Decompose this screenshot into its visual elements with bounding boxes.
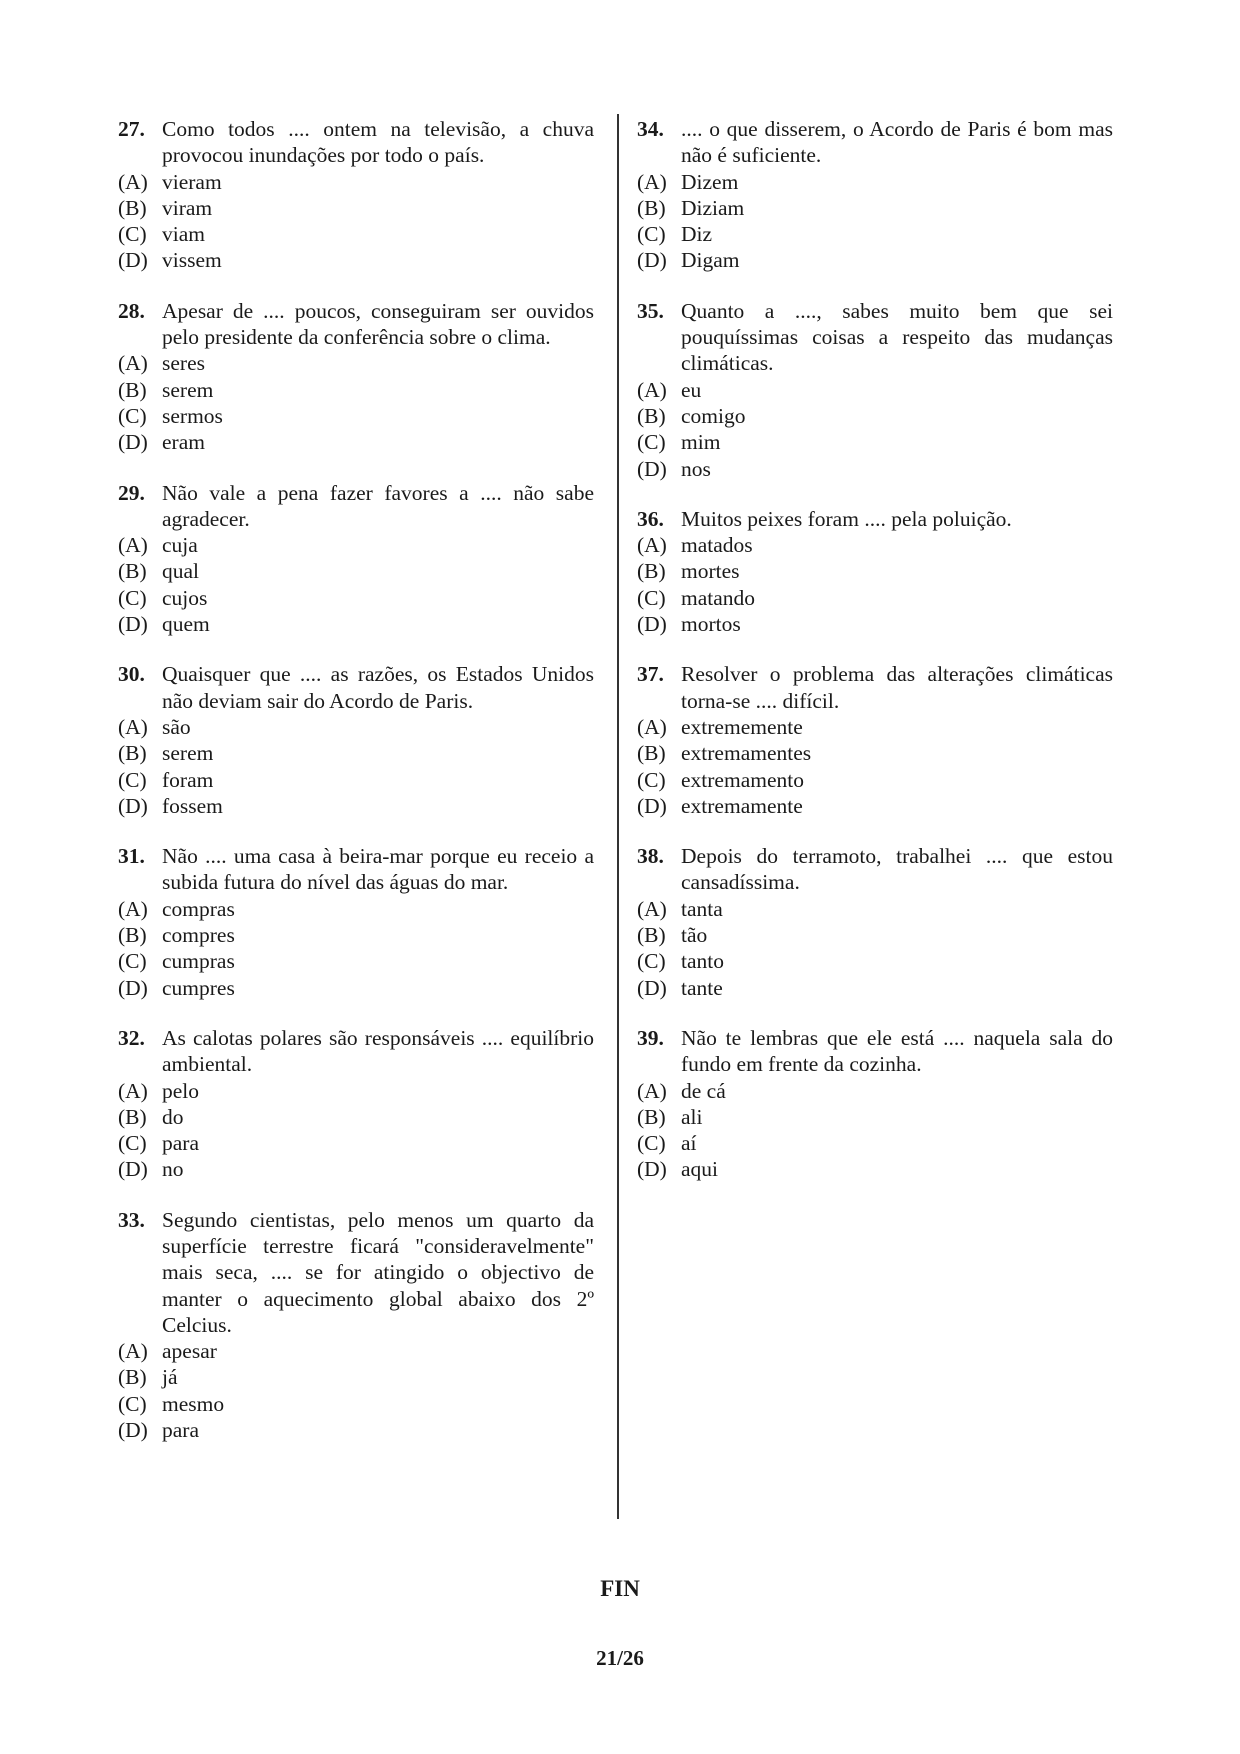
answer-option <box>637 558 1113 584</box>
answer-option <box>118 767 594 793</box>
option-text: cujos <box>162 585 208 610</box>
option-label: (D) <box>118 793 148 818</box>
end-marker: FIN <box>600 1576 640 1601</box>
option-label: (D) <box>118 430 148 455</box>
answer-option <box>118 1156 594 1182</box>
option-text: qual <box>162 559 200 584</box>
option-label: (C) <box>637 767 666 792</box>
answer-option <box>118 532 594 558</box>
question-number: 29. <box>118 480 145 505</box>
answer-option <box>118 429 594 455</box>
answer-option <box>637 975 1113 1001</box>
option-label: (A) <box>637 714 667 739</box>
option-text: tão <box>681 923 708 948</box>
option-label: (A) <box>118 714 148 739</box>
option-label: (A) <box>637 533 667 558</box>
answer-option <box>118 922 594 948</box>
option-label: (C) <box>118 767 147 792</box>
option-text: mesmo <box>162 1391 225 1416</box>
option-text: são <box>162 714 191 739</box>
option-text: comigo <box>681 403 746 428</box>
question-number: 28. <box>118 298 145 323</box>
option-text: apesar <box>162 1339 217 1364</box>
option-text: Digam <box>681 248 740 273</box>
question-text: Não .... uma casa à beira-mar porque eu receio a subida futura do nível das águas do mar. <box>162 844 594 895</box>
option-text: eu <box>681 377 702 402</box>
option-label: (B) <box>637 1104 666 1129</box>
answer-option <box>118 403 594 429</box>
answer-option <box>118 585 594 611</box>
option-label: (D) <box>637 793 667 818</box>
option-label: (D) <box>118 1418 148 1443</box>
question-stem <box>637 298 1113 377</box>
question-37 <box>637 661 1113 819</box>
question-stem <box>118 298 594 351</box>
option-label: (C) <box>118 1391 147 1416</box>
option-text: eram <box>162 430 205 455</box>
answer-option <box>118 714 594 740</box>
option-label: (B) <box>637 403 666 428</box>
answer-option <box>118 221 594 247</box>
option-text: foram <box>162 767 214 792</box>
answer-option <box>118 1364 594 1390</box>
option-label: (C) <box>118 403 147 428</box>
question-text: Apesar de .... poucos, conseguiram ser ouvidos pelo presidente da conferência sobre o clima. <box>162 298 594 350</box>
answer-option <box>637 195 1113 221</box>
option-text: seres <box>162 351 205 376</box>
answer-option <box>118 1417 594 1443</box>
answer-option <box>637 585 1113 611</box>
option-label: (D) <box>637 248 667 273</box>
option-label: (C) <box>637 222 666 247</box>
answer-option <box>637 403 1113 429</box>
question-number: 34. <box>637 117 664 141</box>
option-text: nos <box>681 456 711 481</box>
question-36 <box>637 506 1113 637</box>
answer-option <box>118 558 594 584</box>
option-label: (B) <box>118 741 147 766</box>
question-number: 36. <box>637 506 664 531</box>
question-stem <box>118 661 594 714</box>
answer-option <box>118 169 594 195</box>
option-text: serem <box>162 377 214 402</box>
question-number: 30. <box>118 662 145 687</box>
option-text: extremamente <box>681 793 803 818</box>
question-stem <box>118 1025 594 1078</box>
option-text: para <box>162 1418 199 1443</box>
answer-option <box>637 221 1113 247</box>
option-label: (B) <box>118 1365 147 1390</box>
option-text: Diziam <box>681 195 745 220</box>
option-text: viram <box>162 195 213 220</box>
option-label: (A) <box>118 533 148 558</box>
question-text: Depois do terramoto, trabalhei .... que estou cansadíssima. <box>681 844 1113 895</box>
question-stem <box>637 116 1113 169</box>
answer-option <box>118 975 594 1001</box>
option-text: extremamentes <box>681 741 812 766</box>
answer-option <box>637 1104 1113 1130</box>
option-text: compras <box>162 896 235 921</box>
answer-option <box>637 1130 1113 1156</box>
question-32 <box>118 1025 594 1183</box>
option-label: (B) <box>118 559 147 584</box>
question-number: 35. <box>637 298 664 323</box>
option-label: (D) <box>118 1157 148 1182</box>
answer-option <box>118 1130 594 1156</box>
option-text: Diz <box>681 222 713 247</box>
option-text: pelo <box>162 1078 200 1103</box>
option-label: (A) <box>118 351 148 376</box>
option-text: matados <box>681 533 753 558</box>
option-label: (B) <box>637 195 666 220</box>
option-label: (B) <box>118 923 147 948</box>
question-number: 39. <box>637 1025 664 1050</box>
option-label: (D) <box>637 612 667 637</box>
question-number: 38. <box>637 844 664 869</box>
question-text: Resolver o problema das alterações climáticas torna-se .... difícil. <box>681 662 1113 713</box>
option-text: ali <box>681 1104 703 1129</box>
option-text: extremamento <box>681 767 804 792</box>
question-text: Não te lembras que ele está .... naquela sala do fundo em frente da cozinha. <box>681 1025 1113 1077</box>
left-question-column <box>118 116 594 1467</box>
question-text: Não vale a pena fazer favores a .... não sabe agradecer. <box>162 480 594 531</box>
question-stem <box>118 116 594 169</box>
answer-option <box>637 740 1113 766</box>
answer-option <box>118 1338 594 1364</box>
option-label: (C) <box>118 222 147 247</box>
question-number: 31. <box>118 844 145 869</box>
answer-option <box>637 532 1113 558</box>
option-label: (A) <box>118 1339 148 1364</box>
answer-option <box>637 377 1113 403</box>
question-29 <box>118 480 594 638</box>
option-text: tanto <box>681 949 724 974</box>
answer-option <box>637 1078 1113 1104</box>
option-label: (D) <box>118 975 148 1000</box>
option-text: mortos <box>681 612 741 637</box>
option-text: cumpres <box>162 975 235 1000</box>
question-stem <box>637 1025 1113 1078</box>
question-stem <box>118 1207 594 1338</box>
answer-option <box>637 948 1113 974</box>
answer-option <box>637 896 1113 922</box>
question-text: Quaisquer que .... as razões, os Estados Unidos não deviam sair do Acordo de Paris. <box>162 662 594 713</box>
question-stem <box>118 480 594 533</box>
question-text: Segundo cientistas, pelo menos um quarto da superfície terrestre ficará "consideravelmente" mais seca, .... se for atingido o objectivo de manter o aquecimento global abaixo dos 2º Celcius. <box>162 1207 594 1337</box>
answer-option <box>118 247 594 273</box>
option-label: (B) <box>118 377 147 402</box>
question-35 <box>637 298 1113 482</box>
answer-option <box>637 456 1113 482</box>
question-text: Muitos peixes foram .... pela poluição. <box>681 506 1012 531</box>
option-label: (D) <box>118 612 148 637</box>
answer-option <box>637 247 1113 273</box>
option-label: (A) <box>118 169 148 194</box>
answer-option <box>118 195 594 221</box>
question-number: 33. <box>118 1207 145 1232</box>
right-question-column <box>637 116 1113 1207</box>
answer-option <box>637 714 1113 740</box>
option-label: (B) <box>637 559 666 584</box>
question-number: 32. <box>118 1025 145 1050</box>
answer-option <box>118 377 594 403</box>
option-text: mortes <box>681 559 740 584</box>
question-text: .... o que disserem, o Acordo de Paris é bom mas não é suficiente. <box>681 117 1113 168</box>
option-text: quem <box>162 612 210 637</box>
option-label: (D) <box>637 456 667 481</box>
question-31 <box>118 843 594 1001</box>
answer-option <box>637 922 1113 948</box>
option-text: vieram <box>162 169 222 194</box>
option-text: de cá <box>681 1078 726 1103</box>
option-label: (A) <box>118 896 148 921</box>
answer-option <box>637 169 1113 195</box>
answer-option <box>118 1104 594 1130</box>
answer-option <box>118 948 594 974</box>
question-28 <box>118 298 594 456</box>
answer-option <box>118 1391 594 1417</box>
question-number: 37. <box>637 662 664 687</box>
answer-option <box>118 793 594 819</box>
answer-option <box>637 1156 1113 1182</box>
option-label: (D) <box>637 1157 667 1182</box>
question-number: 27. <box>118 117 145 141</box>
option-text: fossem <box>162 793 223 818</box>
option-label: (B) <box>118 1104 147 1129</box>
option-text: para <box>162 1131 199 1156</box>
option-text: aqui <box>681 1157 719 1182</box>
option-label: (D) <box>637 975 667 1000</box>
option-label: (B) <box>637 741 666 766</box>
option-text: matando <box>681 585 756 610</box>
question-33 <box>118 1207 594 1444</box>
option-label: (B) <box>118 195 147 220</box>
option-text: compres <box>162 923 235 948</box>
answer-option <box>118 1078 594 1104</box>
question-30 <box>118 661 594 819</box>
question-text: Quanto a ...., sabes muito bem que sei pouquíssimas coisas a respeito das mudanças climáticas. <box>681 298 1113 376</box>
option-text: sermos <box>162 403 223 428</box>
option-label: (C) <box>118 949 147 974</box>
option-text: tanta <box>681 896 723 921</box>
option-text: do <box>162 1104 184 1129</box>
column-divider <box>617 114 619 1519</box>
answer-option <box>118 350 594 376</box>
answer-option <box>637 429 1113 455</box>
answer-option <box>118 896 594 922</box>
option-label: (C) <box>118 585 147 610</box>
option-label: (C) <box>118 1131 147 1156</box>
option-label: (A) <box>637 896 667 921</box>
option-text: cuja <box>162 533 198 558</box>
option-text: cumpras <box>162 949 235 974</box>
option-text: Dizem <box>681 169 739 194</box>
page-number: 21/26 <box>596 1646 644 1670</box>
option-label: (C) <box>637 949 666 974</box>
option-label: (A) <box>637 1078 667 1103</box>
option-label: (C) <box>637 1131 666 1156</box>
answer-option <box>637 767 1113 793</box>
answer-option <box>637 793 1113 819</box>
option-text: vissem <box>162 248 222 273</box>
option-text: serem <box>162 741 214 766</box>
option-text: aí <box>681 1131 697 1156</box>
option-label: (A) <box>118 1078 148 1103</box>
option-label: (A) <box>637 377 667 402</box>
option-label: (B) <box>637 923 666 948</box>
option-label: (C) <box>637 430 666 455</box>
answer-option <box>118 740 594 766</box>
question-stem <box>637 843 1113 896</box>
option-text: mim <box>681 430 721 455</box>
option-label: (C) <box>637 585 666 610</box>
question-text: Como todos .... ontem na televisão, a chuva provocou inundações por todo o país. <box>162 117 594 168</box>
question-38 <box>637 843 1113 1001</box>
question-stem <box>637 661 1113 714</box>
question-27 <box>118 116 594 274</box>
option-label: (A) <box>637 169 667 194</box>
option-text: tante <box>681 975 723 1000</box>
option-text: viam <box>162 222 205 247</box>
option-text: extrememente <box>681 714 803 739</box>
option-text: no <box>162 1157 184 1182</box>
question-text: As calotas polares são responsáveis .... equilíbrio ambiental. <box>162 1025 594 1077</box>
question-stem <box>637 506 1113 532</box>
question-39 <box>637 1025 1113 1183</box>
option-label: (D) <box>118 248 148 273</box>
answer-option <box>118 611 594 637</box>
question-stem <box>118 843 594 896</box>
option-text: já <box>162 1365 178 1390</box>
answer-option <box>637 611 1113 637</box>
question-34 <box>637 116 1113 274</box>
